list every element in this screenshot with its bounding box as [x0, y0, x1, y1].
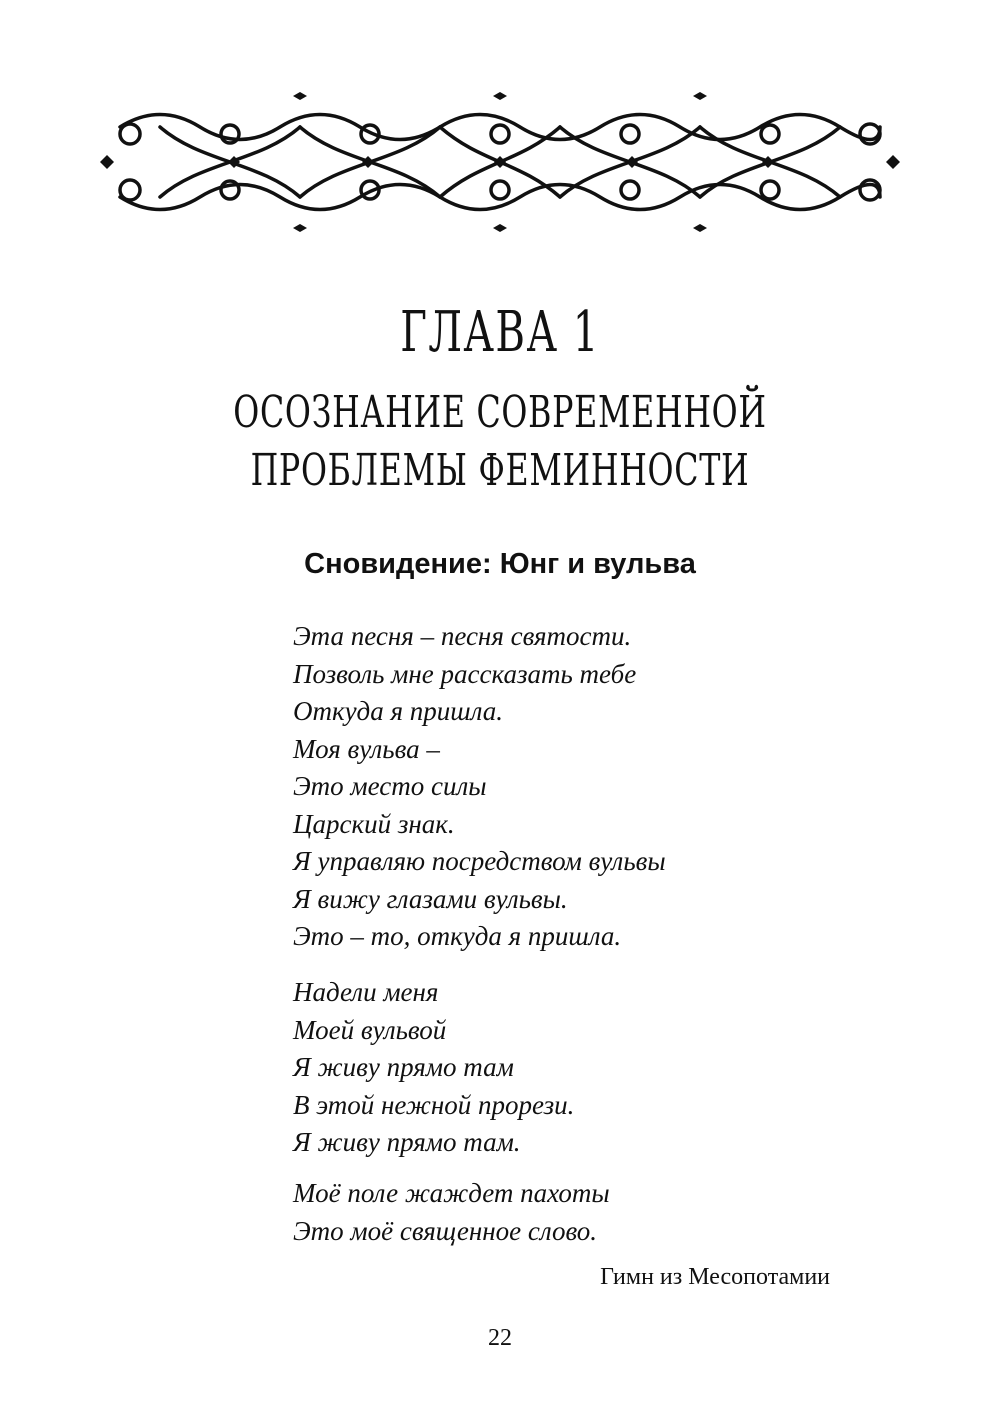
poem-line: Я управляю посредством вульвы: [293, 846, 666, 876]
chapter-title-line-1: ОСОЗНАНИЕ СОВРЕМЕННОЙ: [233, 387, 767, 438]
poem-line: В этой нежной прорези.: [293, 1089, 575, 1120]
celtic-knot-border-icon: [100, 92, 900, 232]
poem-line: Царский знак.: [293, 808, 455, 839]
poem-line: Я вижу глазами вульвы.: [293, 883, 568, 914]
poem-line: Я живу прямо там: [293, 1052, 514, 1082]
poem-line: Это – то, откуда я пришла.: [293, 921, 622, 951]
poem-line: Моё поле жаждет пахоты: [293, 1178, 610, 1208]
poem-line: Моя вульва –: [293, 733, 440, 764]
chapter-number: ГЛАВА 1: [400, 300, 600, 365]
poem-line: Я живу прямо там.: [293, 1127, 521, 1157]
poem-line: Позволь мне рассказать тебе: [293, 658, 637, 689]
poem-stanza-2: [293, 974, 574, 1162]
poem-line: Это моё священное слово.: [293, 1215, 598, 1246]
poem-line: Откуда я пришла.: [293, 696, 503, 726]
chapter-title-line-2: ПРОБЛЕМЫ ФЕМИННОСТИ: [250, 445, 750, 496]
poem-line: Надели меня: [293, 977, 439, 1007]
poem-line: Это место силы: [293, 771, 487, 801]
poem-stanza-1: [293, 618, 666, 956]
section-heading: Сновидение: Юнг и вульва: [304, 548, 696, 580]
poem-line: Эта песня – песня святости.: [293, 621, 632, 651]
poem-line: Моей вульвой: [293, 1014, 447, 1045]
poem-source: Гимн из Месопотамии: [600, 1264, 830, 1290]
page-number: 22: [488, 1325, 512, 1351]
poem-stanza-3: [293, 1175, 610, 1250]
